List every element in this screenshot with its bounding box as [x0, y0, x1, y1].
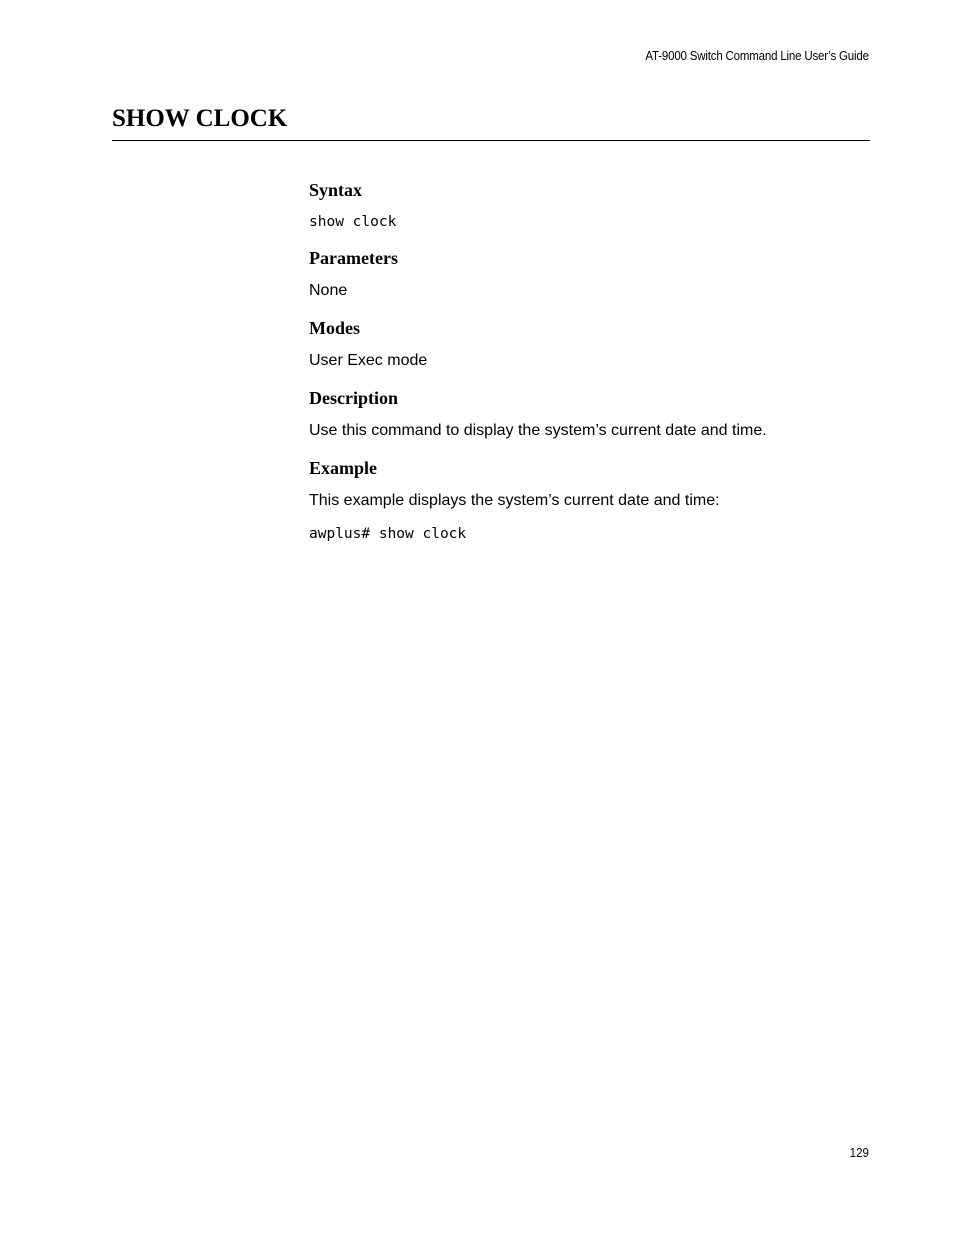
title-rule — [112, 140, 870, 141]
running-header: AT-9000 Switch Command Line User’s Guide — [645, 49, 869, 63]
syntax-section — [309, 176, 869, 233]
description-text: Use this command to display the system’s current date and time. — [309, 422, 767, 439]
example-section — [309, 454, 869, 545]
parameters-section — [309, 244, 869, 303]
example-code: awplus# show clock — [309, 526, 467, 542]
modes-section — [309, 314, 869, 373]
parameters-text: None — [309, 282, 348, 299]
parameters-heading: Parameters — [309, 248, 398, 268]
page-title: SHOW CLOCK — [112, 105, 288, 132]
example-text: This example displays the system’s current date and time: — [309, 492, 720, 509]
description-heading: Description — [309, 388, 398, 408]
example-heading: Example — [309, 458, 378, 478]
page-number: 129 — [849, 1146, 869, 1160]
syntax-code: show clock — [309, 214, 397, 230]
syntax-heading: Syntax — [309, 180, 363, 200]
modes-text: User Exec mode — [309, 352, 428, 369]
modes-heading: Modes — [309, 318, 360, 338]
command-reference-content — [309, 176, 869, 545]
description-section — [309, 384, 869, 443]
